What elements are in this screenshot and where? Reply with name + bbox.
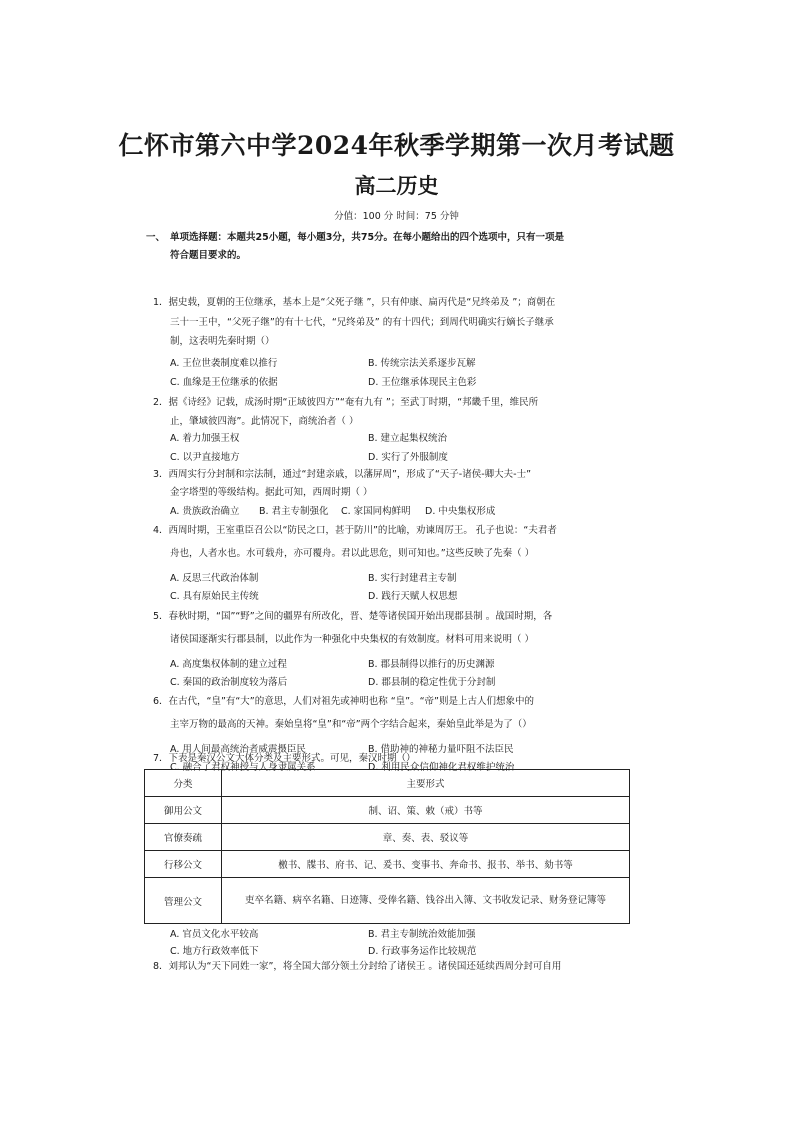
question-2-text: 2．据《诗经》记载，成汤时期“正域彼四方”“奄有九有 ”；至武丁时期，“邦畿千里，维民所 [153,397,539,408]
table-cell: 吏卒名籍、病卒名籍、日迹簿、受俸名籍、钱谷出入簿、文书收发记录、财务登记簿等 [222,878,630,924]
section-label: 一、 [146,232,166,243]
question-3-text: 3．西周实行分封制和宗法制，通过“封建亲戚，以藩屏周”，形成了“天子-诸侯-卿大夫-士” [153,469,532,480]
question-5-text: 诸侯国逐渐实行郡县制，以此作为一种强化中央集权的有效制度。材料可用来说明（ ） [170,634,535,645]
question-5-option-d[interactable]: D. 郡县制的稳定性优于分封制 [368,677,496,688]
table-row [145,824,630,851]
question-6-option-a[interactable]: A. 用人间最高统治者威震摄臣民 [170,744,306,755]
question-3-option-c[interactable]: C. 家国同构鲜明 [341,506,411,517]
exam-score-time: 分值：100 分 时间：75 分钟 [334,211,459,222]
question-3-option-b[interactable]: B. 君主专制强化 [259,506,329,517]
question-4-option-c[interactable]: C. 具有原始民主传统 [170,591,259,602]
exam-subject: 高二历史 [354,173,439,198]
official-documents-table [144,769,630,924]
question-8-text: 8．刘邦认为“天下同姓一家”，将全国大部分领土分封给了诸侯王 。诸侯国还延续西周分封可自用 [153,961,562,972]
question-1-option-b[interactable]: B. 传统宗法关系逐步瓦解 [368,358,476,369]
question-1-option-c[interactable]: C. 血缘是王位继承的依据 [170,377,278,388]
question-5-text: 5．春秋时期，“国”“野”之间的疆界有所改化，晋、楚等诸侯国开始出现郡县制 。战国时期，各 [153,611,553,622]
table-header-cell: 分类 [145,770,222,797]
table-cell: 管理公文 [145,878,222,924]
question-7-text: 7．下表是秦汉公文大体分类及主要形式。可见，秦汉时期（） [153,753,416,764]
question-5-option-b[interactable]: B. 郡县制得以推行的历史渊源 [368,659,495,670]
question-6-option-c[interactable]: C. 融合了君权神授与人身隶属关系 [170,762,316,773]
question-5-option-a[interactable]: A. 高度集权体制的建立过程 [170,659,287,670]
table-cell: 章、奏、表、驳议等 [222,824,630,851]
question-6-option-b[interactable]: B. 借助神的神秘力量吓阻不法臣民 [368,744,514,755]
question-6-text: 6．在古代，“皇”有“大”的意思，人们对祖先或神明也称 “皇”。“帝”则是上古人们想象中的 [153,696,534,707]
table-header-row [145,770,630,797]
exam-title: 仁怀市第六中学2024年秋季学期第一次月考试题 [118,131,675,160]
question-2-option-d[interactable]: D. 实行了外服制度 [368,452,448,463]
table-cell: 御用公文 [145,797,222,824]
question-4-option-d[interactable]: D. 践行天赋人权思想 [368,591,458,602]
question-6-text: 主宰万物的最高的天神。秦始皇将“皇”和“帝”两个字结合起来，秦始皇此举是为了（） [170,719,532,730]
table-cell: 檄书、牒书、府书、记、爰书、变事书、奔命书、报书、举书、劾书等 [222,851,630,878]
question-2-option-c[interactable]: C. 以尹直接地方 [170,452,240,463]
question-1-text: 制，这表明先秦时期（） [170,336,275,347]
section-instructions: 单项选择题：本题共25小题，每小题3分，共75分。在每小题给出的四个选项中，只有一项是 [170,232,565,243]
table-cell: 制、诏、策、敕（戒）书等 [222,797,630,824]
question-2-option-b[interactable]: B. 建立起集权统治 [368,433,448,444]
question-4-option-a[interactable]: A. 反思三代政治体制 [170,573,259,584]
section-instructions-cont: 符合题目要求的。 [170,250,247,261]
question-1-text: 1．据史载，夏朝的王位继承，基本上是“父死子继 ”，只有仲康、扁丙代是“兄终弟及 ”；商朝在 [153,297,556,308]
question-4-text: 4．西周时期，王室重臣召公以“防民之口，甚于防川”的比喻，劝谏周厉王。 孔子也说：“夫君者 [153,525,557,536]
question-2-option-a[interactable]: A. 着力加强王权 [170,433,240,444]
question-3-option-d[interactable]: D. 中央集权形成 [425,506,496,517]
question-3-option-a[interactable]: A. 贵族政治确立 [170,506,240,517]
question-7-option-b[interactable]: B. 君主专制统治效能加强 [368,929,476,940]
question-4-text: 舟也，人者水也。水可载舟，亦可覆舟。君以此思危，则可知也。”这些反映了先秦（ ） [170,548,535,559]
question-1-option-a[interactable]: A. 王位世袭制度难以推行 [170,358,278,369]
table-header-cell: 主要形式 [222,770,630,797]
question-5-option-c[interactable]: C. 秦国的政治制度较为落后 [170,677,288,688]
question-7-option-a[interactable]: A. 官员文化水平较高 [170,929,259,940]
question-2-text: 止，肇域彼四海”。此情况下，商统治者（ ） [170,416,359,427]
table-row [145,797,630,824]
question-4-option-b[interactable]: B. 实行封建君主专制 [368,573,457,584]
question-7-option-d[interactable]: D. 行政事务运作比较规范 [368,946,477,957]
question-3-text: 金字塔型的等级结构。据此可知，西周时期（ ） [170,487,373,498]
table-row [145,851,630,878]
table-cell: 官僚奏疏 [145,824,222,851]
question-7-option-c[interactable]: C. 地方行政效率低下 [170,946,259,957]
question-6-option-d[interactable]: D. 利用民众信仰神化君权维护统治 [368,762,515,773]
table-row [145,878,630,924]
question-1-option-d[interactable]: D. 王位继承体现民主色彩 [368,377,477,388]
table-cell: 行移公文 [145,851,222,878]
question-1-text: 三十一王中，“父死子继”的有十七代，“兄终弟及” 的有十四代；到周代明确实行嫡长子继承 [170,317,554,328]
